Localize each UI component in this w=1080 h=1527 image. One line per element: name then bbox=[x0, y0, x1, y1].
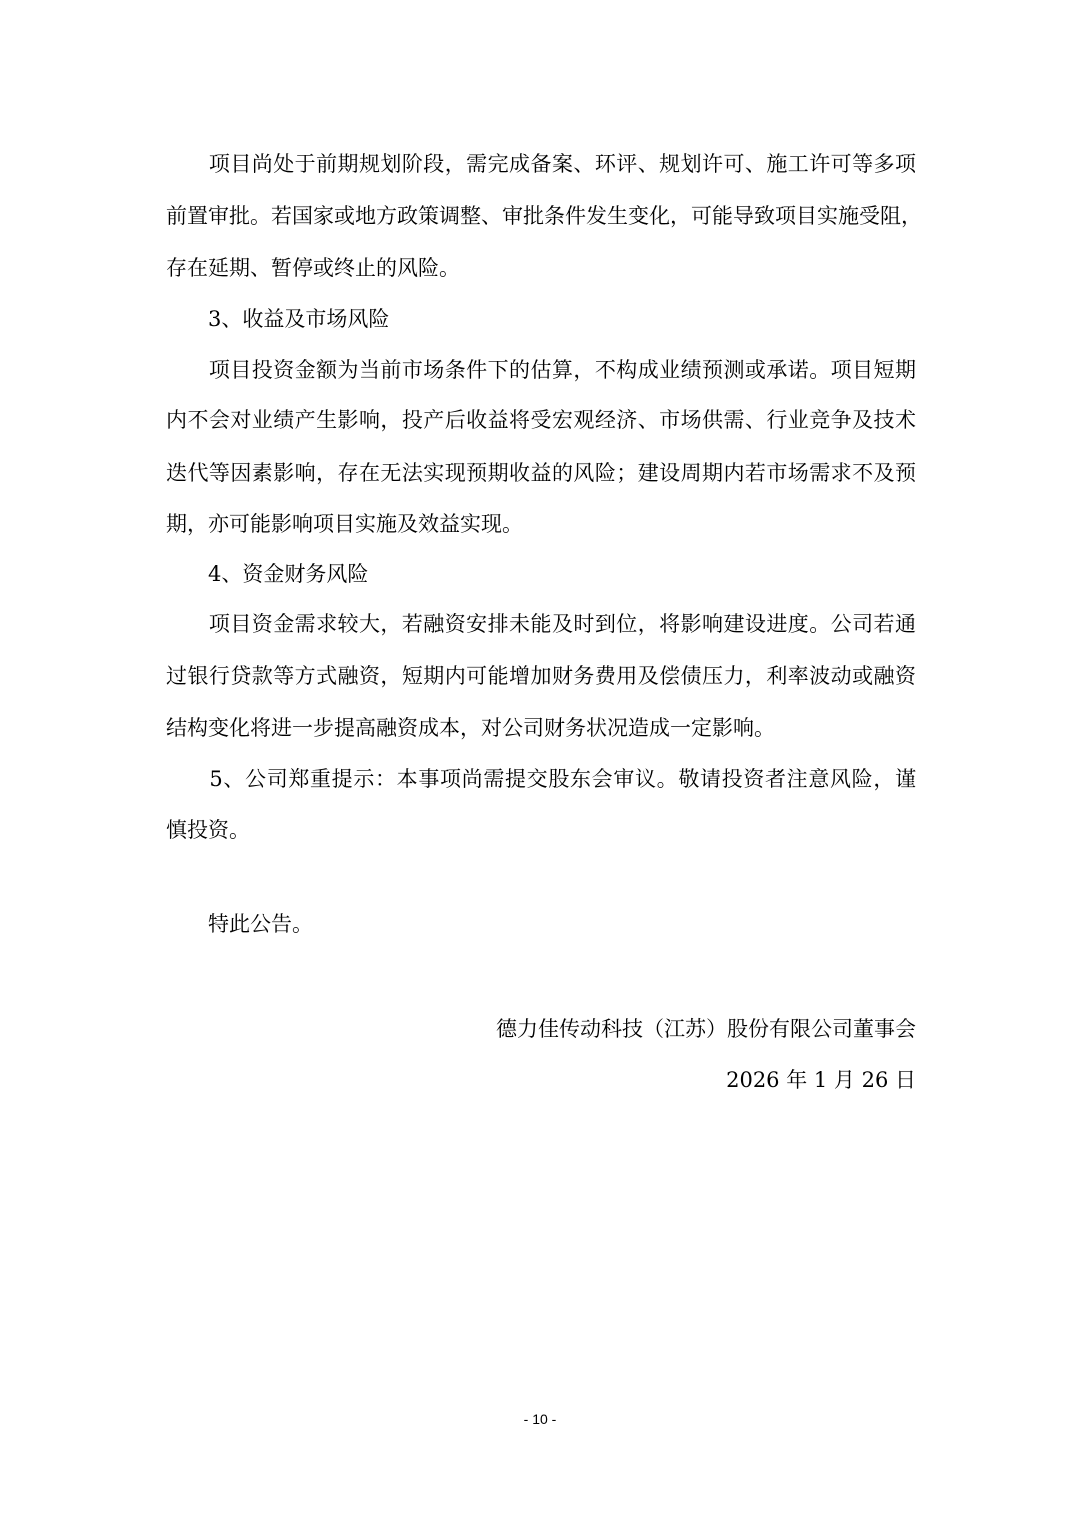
paragraph-line: 迭代等因素影响，存在无法实现预期收益的风险；建设周期内若市场需求不及预 bbox=[166, 461, 916, 485]
paragraph-line: 5、公司郑重提示：本事项尚需提交股东会审议。敬请投资者注意风险，谨 bbox=[166, 767, 916, 791]
page-number: - 10 - bbox=[523, 1411, 557, 1427]
paragraph-line: 期，亦可能影响项目实施及效益实现。 bbox=[166, 512, 523, 536]
signature-date: 2026 年 1 月 26 日 bbox=[726, 1068, 916, 1092]
section-heading: 4、资金财务风险 bbox=[166, 562, 369, 586]
paragraph-line: 项目尚处于前期规划阶段，需完成备案、环评、规划许可、施工许可等多项 bbox=[166, 152, 916, 176]
paragraph-line: 存在延期、暂停或终止的风险。 bbox=[166, 256, 460, 280]
closing-text: 特此公告。 bbox=[166, 912, 313, 936]
paragraph-line: 过银行贷款等方式融资，短期内可能增加财务费用及偿债压力，利率波动或融资 bbox=[166, 664, 916, 688]
section-heading: 3、收益及市场风险 bbox=[166, 307, 390, 331]
paragraph-line: 项目资金需求较大，若融资安排未能及时到位，将影响建设进度。公司若通 bbox=[166, 612, 916, 636]
paragraph-line: 内不会对业绩产生影响，投产后收益将受宏观经济、市场供需、行业竞争及技术 bbox=[166, 408, 916, 432]
paragraph-line: 慎投资。 bbox=[166, 818, 250, 842]
paragraph-line: 前置审批。若国家或地方政策调整、审批条件发生变化，可能导致项目实施受阻， bbox=[166, 204, 922, 228]
paragraph-line: 结构变化将进一步提高融资成本，对公司财务状况造成一定影响。 bbox=[166, 716, 775, 740]
paragraph-line: 项目投资金额为当前市场条件下的估算，不构成业绩预测或承诺。项目短期 bbox=[166, 358, 916, 382]
signature-company: 德力佳传动科技（江苏）股份有限公司董事会 bbox=[496, 1017, 916, 1041]
